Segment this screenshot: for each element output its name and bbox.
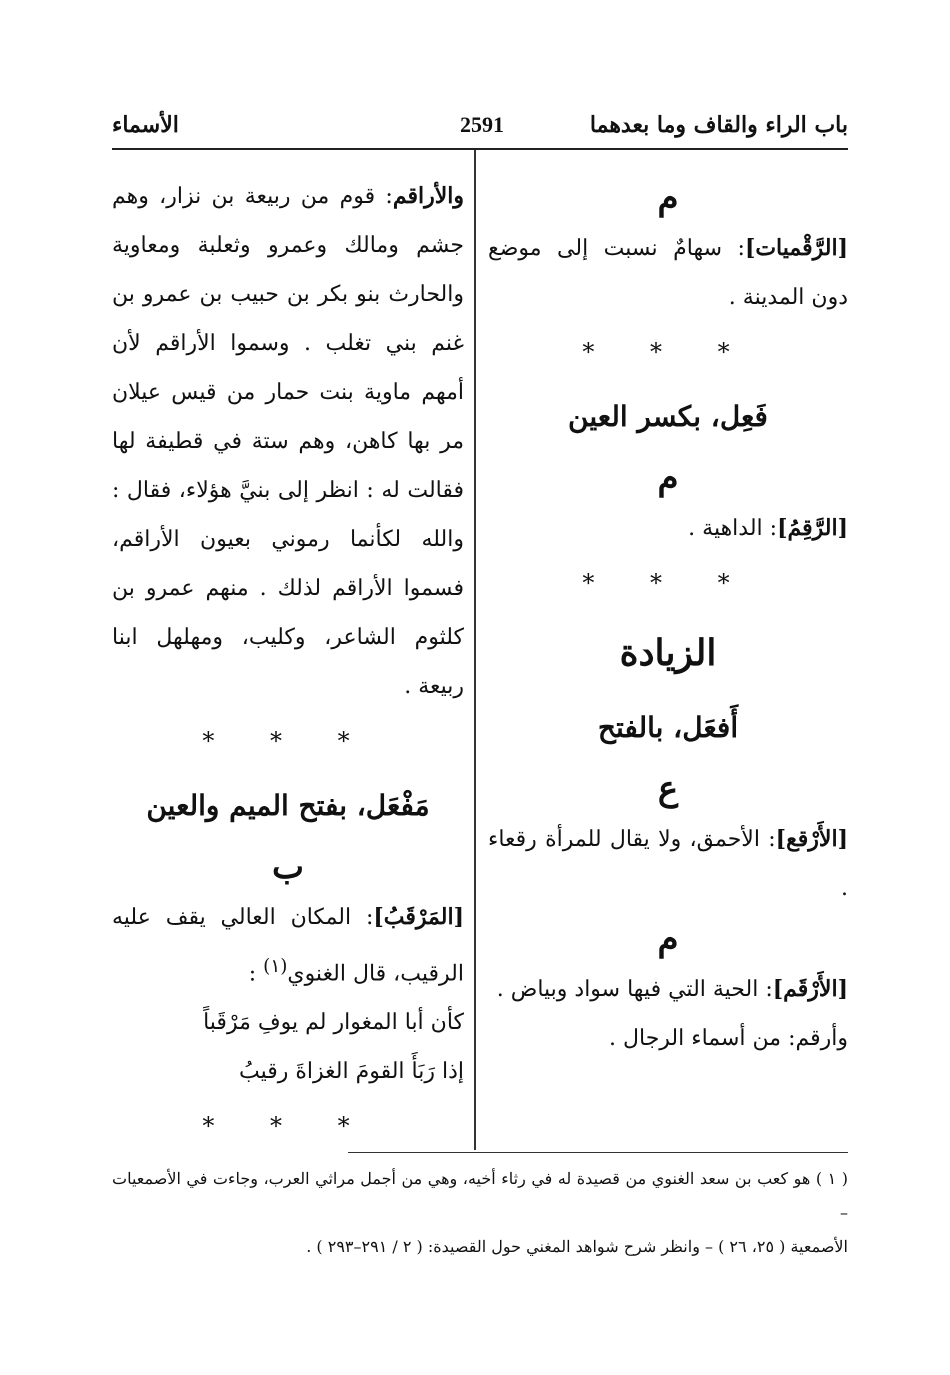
entry-term: والأراقم [392,183,464,209]
entry-term: [الرَّقِمُ] [777,515,848,541]
root-letter-meem: م [657,458,679,498]
header-rule [112,148,848,150]
entry-arqam-name: وأرقم: من أسماء الرجال . [609,1026,848,1051]
entry-term: [الرَّقْميات] [744,235,848,261]
section-separator: * * * [582,569,754,597]
chapter-title: باب الراء والقاف وما بعدهما [589,112,848,138]
right-column [488,172,848,1063]
entry-term: [الأَرْقع] [775,826,848,852]
entry-colon: : [248,961,264,987]
entry-araqim [112,172,464,711]
footnote-rule [348,1152,848,1153]
root-letter-meem: م [657,919,679,959]
page-number: 2591 [460,112,504,137]
left-column [112,172,464,1156]
entry-arqam [488,965,848,1014]
pattern-heading: مَفْعَل، بفتح الميم والعين [146,789,430,822]
column-divider [474,150,476,1150]
entry-arqa [488,815,848,913]
entry-definition: : الحية التي فيها سواد وبياض . [496,977,773,1002]
entry-term: [المَرْقَبُ] [373,904,464,930]
root-letter-meem: م [657,178,679,218]
section-title: الأسماء [112,112,179,138]
pattern-heading: أَفعَل، بالفتح [597,711,739,744]
root-letter-ba: ب [271,847,304,887]
entry-definition: : الأحمق، ولا يقال للمرأة رقعاء . [488,827,848,901]
poem-verse-first-hemistich: كأن أبا المغوار لم يوفِ مَرْقَباً [203,1010,464,1036]
entry-marqab [112,893,464,998]
pattern-heading: فَعِل، بكسر العين [568,400,768,433]
section-heading: الزيادة [619,632,717,674]
footnote-line: ( ١ ) هو كعب بن سعد الغنوي من قصيدة له في رثاء أخيه، وهي من أجمل مراثي العرب، وجاءت في الأصمعيات – [112,1169,848,1222]
entry-raqim [488,504,848,553]
footnote-line: الأصمعية ( ٢٥، ٢٦ ) – وانظر شرح شواهد المغني حول القصيدة: ( ٢ / ٢٩١–٢٩٣ ) . [306,1237,848,1256]
page-header [112,112,848,146]
footnote-reference[interactable]: (١) [263,956,288,977]
section-separator: * * * [202,727,374,755]
section-separator: * * * [582,338,754,366]
entry-definition: : الداهية . [688,516,778,541]
footnotes [112,1162,848,1264]
entry-definition: : قوم من ربيعة بن نزار، وهم جشم ومالك وعمرو وثعلبة ومعاوية والحارث بنو بكر بن حبيب بن عمرو بن غنم بني تغلب . وسموا الأراقم لأن أمهم ماوية بنت حمار من قيس عيلان مر بها كاهن، وهم ستة في قطيفة لها فقالت له : انظر إلى بنيَّ هؤلاء، فقال : والله لكأنما رموني بعيون الأراقم، فسموا الأراقم لذلك . منهم عمرو بن كلثوم الشاعر، وكليب، ومهلهل ابنا ربيعة . [112,184,464,699]
section-separator: * * * [202,1112,374,1141]
entry-definition: : المكان العالي يقف عليه الرقيب، قال الغنوي [112,905,464,987]
poem-verse-second-hemistich: إذا رَبَأَ القومَ الغزاةَ رقيبُ [239,1059,464,1085]
entry-definition: : سهامٌ نسبت إلى موضع دون المدينة . [488,236,848,310]
entry-raqmiyat [488,224,848,322]
root-letter-ain: ع [657,769,679,809]
entry-term: [الأَرْقَم] [772,976,848,1002]
